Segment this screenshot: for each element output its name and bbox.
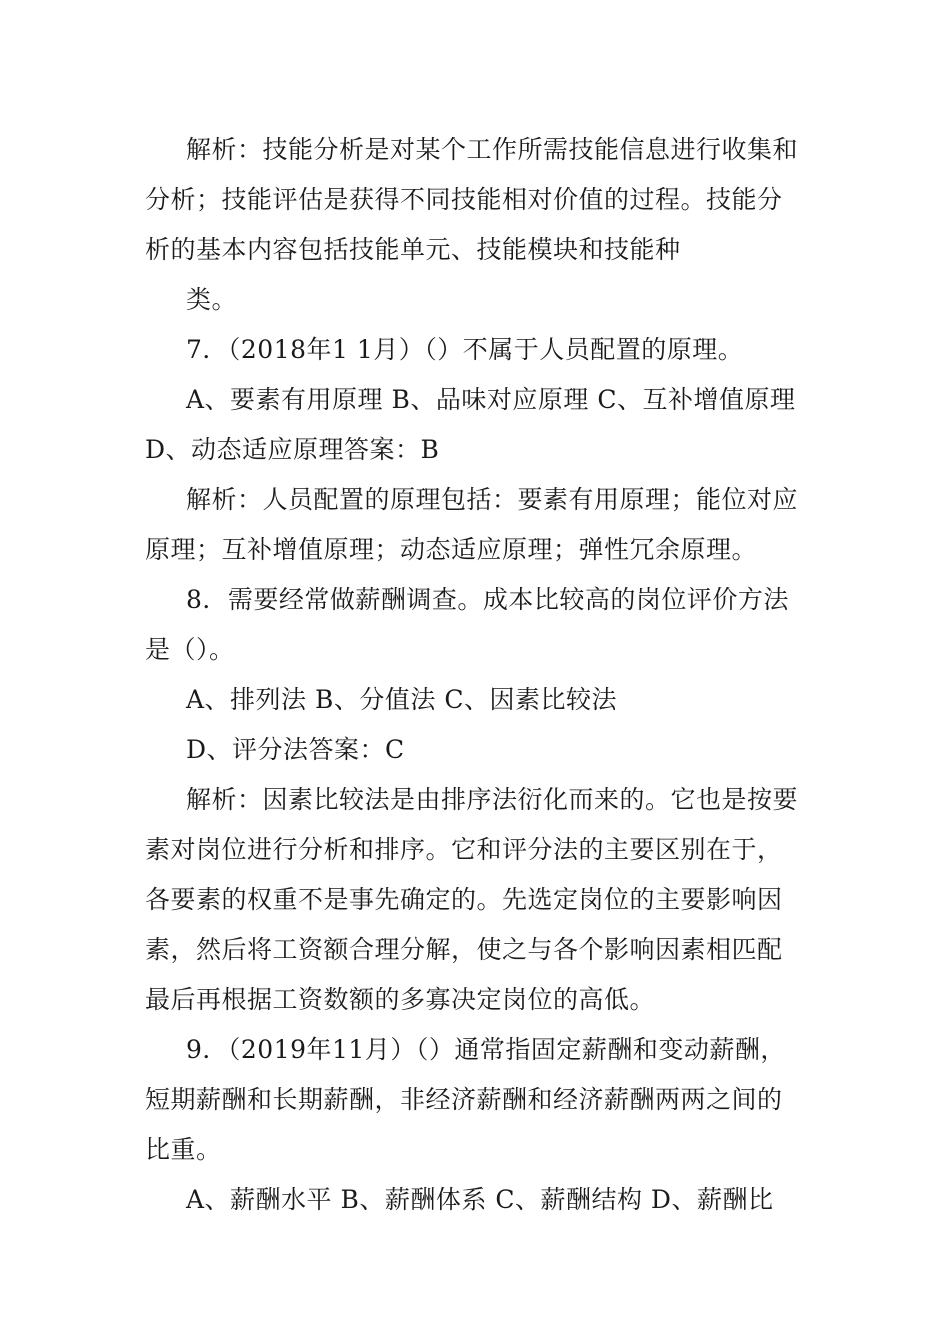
options-line: A、薪酬水平 B、薪酬体系 C、薪酬结构 D、薪酬比 bbox=[186, 1185, 774, 1214]
text-line: 各要素的权重不是事先确定的。先选定岗位的主要影响因 bbox=[145, 885, 783, 914]
text-line: 解析：技能分析是对某个工作所需技能信息进行收集和 bbox=[186, 135, 799, 164]
question-line: 是（）。 bbox=[145, 635, 235, 664]
text-line: 解析：因素比较法是由排序法衍化而来的。它也是按要 bbox=[186, 785, 799, 814]
question-line: 短期薪酬和长期薪酬，非经济薪酬和经济薪酬两两之间的 bbox=[145, 1085, 783, 1114]
text-line: 素，然后将工资额合理分解，使之与各个影响因素相匹配 bbox=[145, 935, 783, 964]
options-line: A、要素有用原理 B、品味对应原理 C、互补增值原理 bbox=[186, 385, 796, 414]
question-line: 比重。 bbox=[145, 1135, 222, 1164]
question-line: 8．需要经常做薪酬调查。成本比较高的岗位评价方法 bbox=[186, 585, 789, 614]
text-line: 素对岗位进行分析和排序。它和评分法的主要区别在于， bbox=[145, 835, 783, 864]
question-line: 7．（2018年1 1月）（）不属于人员配置的原理。 bbox=[186, 335, 744, 364]
question-line: 9．（2019年11月）（）通常指固定薪酬和变动薪酬， bbox=[186, 1035, 786, 1064]
text-line: 析的基本内容包括技能单元、技能模块和技能种 bbox=[145, 235, 681, 264]
text-line: 分析；技能评估是获得不同技能相对价值的过程。技能分 bbox=[145, 185, 783, 214]
text-line: 类。 bbox=[186, 285, 238, 314]
options-line: A、排列法 B、分值法 C、因素比较法 bbox=[186, 685, 617, 714]
text-line: 原理；互补增值原理；动态适应原理；弹性冗余原理。 bbox=[145, 535, 758, 564]
answer-line: D、动态适应原理答案：B bbox=[145, 435, 440, 464]
text-line: 解析：人员配置的原理包括：要素有用原理；能位对应 bbox=[186, 485, 799, 514]
text-line: 最后再根据工资数额的多寡决定岗位的高低。 bbox=[145, 985, 656, 1014]
answer-line: D、评分法答案：C bbox=[186, 735, 405, 764]
